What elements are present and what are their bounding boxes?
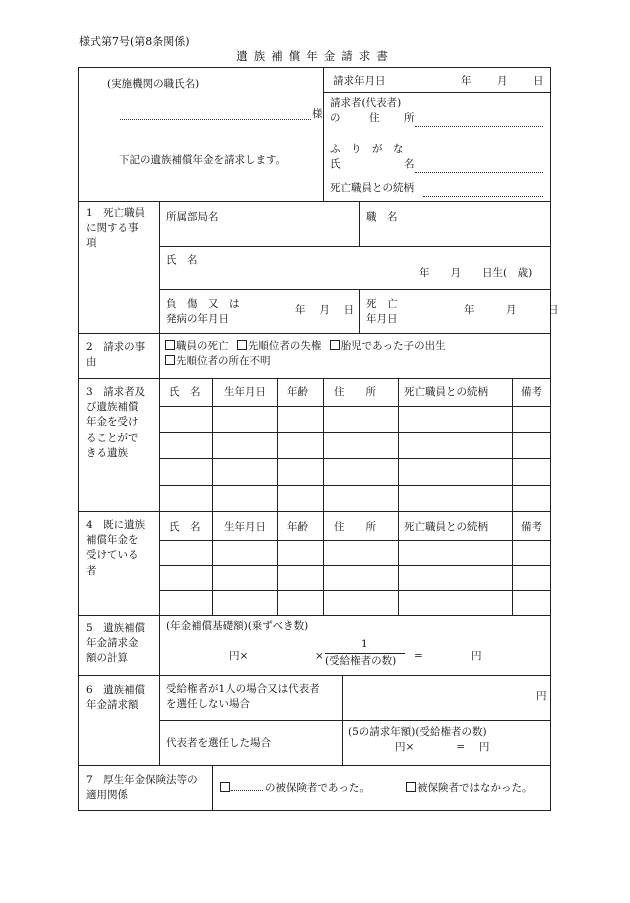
divider [79, 675, 550, 676]
furigana-label: ふ り が な [330, 143, 404, 155]
divider [79, 333, 550, 334]
divider [512, 378, 513, 511]
section1-label: 1 死亡職員 に関する事 項 [86, 207, 146, 250]
col-birth: 生年月日 [224, 521, 266, 533]
reason-missing: 先順位者の所在不明 [176, 355, 271, 367]
divider [323, 92, 550, 93]
insured-checkbox[interactable] [220, 782, 230, 792]
injury-date-ymd: 年 月 日 [295, 304, 355, 316]
col-relation: 死亡職員との続柄 [404, 521, 488, 533]
divider [359, 289, 360, 333]
representative-calc-header: (5の請求年額)(受給権者の数) [348, 726, 487, 738]
death-checkbox[interactable] [165, 340, 175, 350]
section2-label: 2 請求の事 由 [86, 341, 146, 369]
divider [79, 511, 550, 512]
divider [159, 485, 550, 486]
divider [212, 765, 213, 811]
insured-option [220, 781, 370, 796]
form-frame [78, 67, 559, 811]
divider [212, 378, 213, 511]
birth-date-text: 年 月 日生( 歳) [419, 267, 533, 279]
not-insured-text: 被保険者ではなかった。 [417, 782, 533, 794]
relation-label: 死亡職員との続柄 [330, 182, 414, 194]
claimant-label: 請求者(代表者) [330, 97, 402, 109]
representative-case: 代表者を選任した場合 [166, 737, 271, 749]
reason-forfeit: 先順位者の失権 [247, 340, 322, 352]
month-text: 月 [497, 75, 508, 87]
col-name: 氏 名 [169, 386, 201, 398]
fraction-denominator: (受給権者の数) [325, 655, 397, 667]
sho-text: 所 [404, 112, 415, 124]
reason-death: 職員の死亡 [176, 340, 229, 352]
claimant-name-field[interactable] [415, 172, 543, 173]
insurance-name-field[interactable] [231, 782, 263, 791]
col-birth: 生年月日 [224, 386, 266, 398]
divider [159, 289, 550, 290]
sama-text: 様 [312, 108, 323, 120]
col-address: 住 所 [334, 521, 376, 533]
day-text: 日 [533, 75, 544, 87]
col-relation: 死亡職員との続柄 [404, 386, 488, 398]
col-remarks: 備考 [521, 386, 542, 398]
calc-header: (年金補償基礎額)(乗ずべき数) [166, 620, 309, 632]
reason-line2 [165, 354, 271, 369]
divider [159, 565, 550, 566]
divider [159, 406, 550, 407]
no-text: の [330, 112, 341, 124]
not-insured-option [406, 781, 533, 796]
divider [359, 201, 360, 246]
post-label: 職 名 [366, 211, 398, 223]
date-label: 請求年月日 [333, 75, 386, 87]
divider [159, 432, 550, 433]
divider [159, 246, 550, 247]
insured-text: の被保険者であった。 [265, 782, 370, 794]
col-address: 住 所 [334, 386, 376, 398]
divider [277, 511, 278, 615]
divider [79, 201, 550, 202]
divider [398, 378, 399, 511]
agency-label: (実施機関の職氏名) [107, 78, 200, 90]
divider [159, 615, 160, 675]
divider [159, 458, 550, 459]
divider [212, 511, 213, 615]
missing-checkbox[interactable] [165, 355, 175, 365]
fraction-numerator: 1 [361, 638, 368, 650]
col-age: 年齢 [287, 521, 308, 533]
col-name: 氏 名 [169, 521, 201, 533]
section3-label: 3 請求者及 び遺族補償 年金を受け ることがで きる遺族 [86, 386, 146, 459]
divider [79, 615, 550, 616]
relation-field[interactable] [423, 196, 543, 197]
divider [277, 378, 278, 511]
address-field[interactable] [415, 126, 543, 127]
col-age: 年齢 [287, 386, 308, 398]
not-insured-checkbox[interactable] [406, 782, 416, 792]
divider [79, 765, 550, 766]
reason-line1 [165, 339, 446, 354]
divider [323, 68, 324, 201]
shi-text: 氏 [330, 158, 341, 170]
fetus-birth-checkbox[interactable] [330, 340, 340, 350]
divider [159, 333, 160, 378]
form-title: 遺族補償年金請求書 [236, 49, 394, 63]
section7-label: 7 厚生年金保険法等の 適用関係 [86, 774, 198, 802]
yen-times-text: 円× [229, 650, 249, 662]
divider [159, 511, 160, 615]
amount-yen-text: 円 [536, 690, 547, 702]
divider [79, 378, 550, 379]
divider [159, 201, 160, 333]
equals-text: = [414, 650, 423, 662]
deceased-name-label: 氏 名 [166, 254, 198, 266]
ju-text: 住 [369, 112, 380, 124]
mei-text: 名 [404, 158, 415, 170]
divider [512, 511, 513, 615]
divider [159, 378, 160, 511]
forfeit-checkbox[interactable] [237, 340, 247, 350]
request-text: 下記の遺族補償年金を請求します。 [119, 154, 287, 166]
reason-fetus-birth: 胎児であった子の出生 [340, 340, 446, 352]
representative-calc: 円× = 円 [395, 741, 490, 753]
section6-label: 6 遺族補償 年金請求額 [86, 684, 146, 712]
yen-text: 円 [471, 650, 482, 662]
times-text: × [315, 650, 324, 662]
divider [159, 590, 550, 591]
divider [323, 511, 324, 615]
col-remarks: 備考 [521, 521, 542, 533]
divider [323, 378, 324, 511]
form-number: 様式第7号(第8条関係) [79, 35, 190, 48]
dept-label: 所属部局名 [166, 211, 219, 223]
death-date-ymd: 年 月 日 [464, 304, 559, 316]
agency-field[interactable] [120, 119, 311, 120]
section5-label: 5 遺族補償 年金請求金 額の計算 [86, 622, 146, 665]
divider [398, 511, 399, 615]
divider [159, 720, 550, 721]
single-claimant-case: 受給権者が1人の場合又は代表者 を選任しない場合 [166, 683, 320, 711]
death-date-label: 死 亡 年月日 [366, 298, 398, 326]
divider [159, 540, 550, 541]
injury-date-label: 負 傷 又 は 発病の年月日 [166, 298, 240, 326]
year-text: 年 [461, 75, 472, 87]
section4-label: 4 既に遺族 補償年金を 受けている 者 [86, 519, 146, 577]
